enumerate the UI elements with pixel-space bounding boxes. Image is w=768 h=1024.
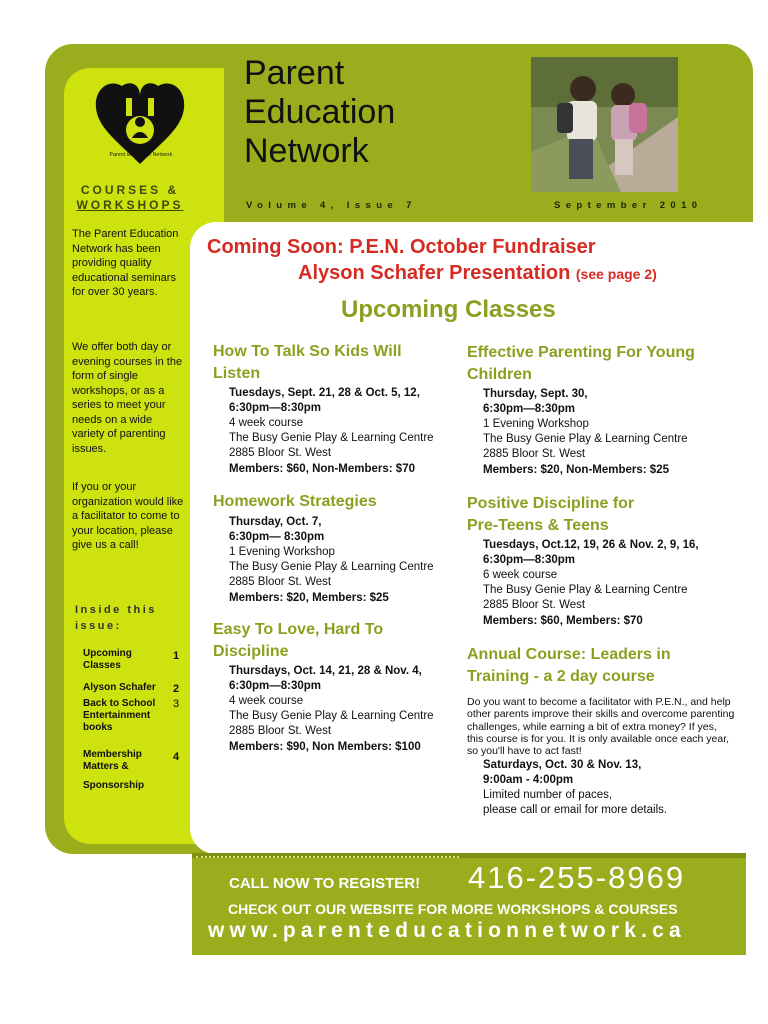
sidebar-heading: COURSES & WORKSHOPS bbox=[76, 183, 184, 212]
class-time: 6:30pm—8:30pm bbox=[483, 403, 576, 415]
class-venue: The Busy Genie Play & Learning Centre bbox=[229, 710, 434, 722]
class-price: Members: $60, Members: $70 bbox=[483, 615, 643, 627]
class-price: Members: $60, Non-Members: $70 bbox=[229, 463, 415, 475]
website-link[interactable]: www.parenteducationnetwork.ca bbox=[208, 919, 686, 942]
call-to-action: CALL NOW TO REGISTER! bbox=[229, 875, 421, 892]
toc-item-membership[interactable]: Membership Matters & bbox=[83, 749, 142, 772]
sidebar-intro-text: The Parent Education Network has been providing quality educational seminars for over 30 years. bbox=[72, 228, 179, 298]
annual-note: please call or email for more details. bbox=[483, 804, 668, 816]
class-length: 1 Evening Workshop bbox=[229, 546, 335, 558]
class-address: 2885 Bloor St. West bbox=[483, 599, 586, 611]
class-venue: The Busy Genie Play & Learning Centre bbox=[483, 433, 688, 445]
class-length: 4 week course bbox=[229, 417, 304, 429]
class-title-effective: Effective Parenting For Young Children bbox=[467, 344, 695, 383]
toc-item-upcoming[interactable]: Upcoming Classes bbox=[83, 648, 132, 671]
class-dates: Saturdays, Oct. 30 & Nov. 13, bbox=[483, 759, 642, 771]
annual-note: Limited number of paces, bbox=[483, 789, 613, 801]
class-title-annual: Annual Course: Leaders in Training - a 2 day course bbox=[467, 646, 671, 685]
issue-volume: Volume 4, Issue 7 bbox=[246, 200, 417, 211]
toc-item-back-to-school[interactable]: Back to School Entertainment books bbox=[83, 698, 156, 733]
toc-page-3: 3 bbox=[173, 698, 180, 710]
class-dates: Thursdays, Oct. 14, 21, 28 & Nov. 4, bbox=[229, 665, 422, 677]
class-time: 6:30pm—8:30pm bbox=[229, 402, 322, 414]
footer-divider bbox=[196, 856, 459, 862]
class-address: 2885 Bloor St. West bbox=[229, 576, 332, 588]
annual-description: Do you want to become a facilitator with P.E.N., and help other parents improve their skills and overcome parenting challenges, while earning a bit of extra money? If yes, this course is for you. It is only available once each year, so you'll have to act fast! bbox=[467, 696, 735, 758]
class-title-talk: How To Talk So Kids Will Listen bbox=[213, 343, 402, 382]
class-dates: Thursday, Sept. 30, bbox=[483, 388, 588, 400]
class-price: Members: $20, Non-Members: $25 bbox=[483, 464, 669, 476]
toc-item-alyson[interactable]: Alyson Schafer bbox=[83, 682, 156, 693]
issue-date: September 2010 bbox=[554, 200, 703, 211]
fundraiser-headline: Coming Soon: P.E.N. October Fundraiser bbox=[207, 236, 596, 258]
toc-item-sponsorship[interactable]: Sponsorship bbox=[83, 780, 145, 791]
class-length: 4 week course bbox=[229, 695, 304, 707]
class-title-easy: Easy To Love, Hard To Discipline bbox=[213, 621, 384, 660]
toc-page-1: 1 bbox=[173, 650, 180, 662]
class-venue: The Busy Genie Play & Learning Centre bbox=[229, 561, 434, 573]
class-title-homework: Homework Strategies bbox=[213, 493, 377, 510]
sidebar-facilitator-text: If you or your organization would like a facilitator to come to your location, please give us a call! bbox=[72, 481, 184, 551]
class-venue: The Busy Genie Play & Learning Centre bbox=[483, 584, 688, 596]
phone-number[interactable]: 416-255-8969 bbox=[468, 860, 686, 895]
class-price: Members: $20, Members: $25 bbox=[229, 592, 389, 604]
section-title: Upcoming Classes bbox=[341, 296, 556, 323]
class-length: 6 week course bbox=[483, 569, 558, 581]
class-dates: Thursday, Oct. 7, bbox=[229, 516, 322, 528]
class-title-positive: Positive Discipline for Pre-Teens & Teens bbox=[467, 495, 635, 534]
newsletter-title: Parent Education Network bbox=[244, 54, 396, 170]
toc-page-2: 2 bbox=[173, 683, 180, 695]
logo-caption: Parent Education Network bbox=[109, 152, 173, 158]
children-photo bbox=[531, 57, 678, 192]
class-dates: Tuesdays, Oct.12, 19, 26 & Nov. 2, 9, 16, bbox=[483, 539, 699, 551]
class-time: 9:00am - 4:00pm bbox=[483, 774, 574, 786]
class-address: 2885 Bloor St. West bbox=[483, 448, 586, 460]
class-time: 6:30pm— 8:30pm bbox=[229, 531, 325, 543]
class-dates: Tuesdays, Sept. 21, 28 & Oct. 5, 12, bbox=[229, 387, 420, 399]
class-address: 2885 Bloor St. West bbox=[229, 725, 332, 737]
class-length: 1 Evening Workshop bbox=[483, 418, 589, 430]
website-promo: CHECK OUT OUR WEBSITE FOR MORE WORKSHOPS & COURSES bbox=[228, 901, 678, 917]
sidebar-offer-text: We offer both day or evening courses in the form of single workshops, or as a series to meet your needs on a wide variety of parenting issues. bbox=[72, 341, 183, 455]
class-price: Members: $90, Non Members: $100 bbox=[229, 741, 421, 753]
inside-issue-title: Inside this issue: bbox=[75, 604, 157, 632]
class-time: 6:30pm—8:30pm bbox=[483, 554, 576, 566]
class-address: 2885 Bloor St. West bbox=[229, 447, 332, 459]
class-venue: The Busy Genie Play & Learning Centre bbox=[229, 432, 434, 444]
presentation-headline: Alyson Schafer Presentation (see page 2) bbox=[298, 262, 657, 284]
see-page-note[interactable]: (see page 2) bbox=[575, 266, 657, 282]
toc-page-4: 4 bbox=[173, 751, 180, 763]
class-time: 6:30pm—8:30pm bbox=[229, 680, 322, 692]
